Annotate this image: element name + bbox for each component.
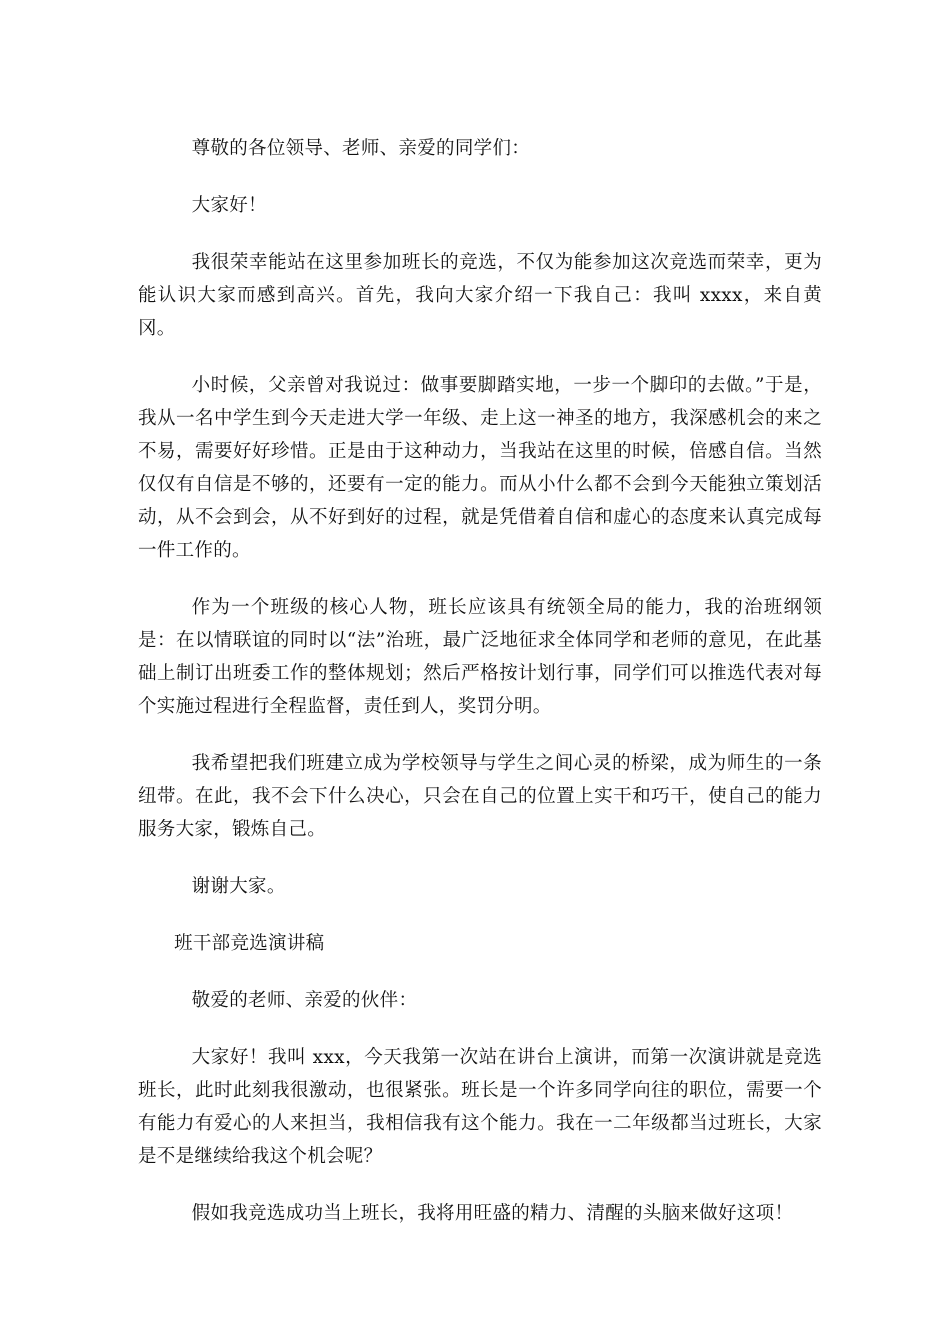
introduction-paragraph: 我很荣幸能站在这里参加班长的竞选，不仅为能参加这次竞选而荣幸，更为能认识大家而感到高兴。首先，我向大家介绍一下我自己：我叫 xxxx，来自黄冈。	[138, 252, 822, 339]
platform-paragraph: 作为一个班级的核心人物，班长应该具有统领全局的能力，我的治班纲领是：在以情联谊的同时以“法”治班，最广泛地征求全体同学和老师的意见，在此基础上制订出班委工作的整体规划；然后严格按计划行事，同学们可以推选代表对每个实施过程进行全程监督，责任到人，奖罚分明。	[138, 597, 822, 717]
section-title: 班干部竞选演讲稿	[174, 933, 325, 954]
second-salutation-paragraph: 敬爱的老师、亲爱的伙伴：	[191, 990, 418, 1011]
childhood-paragraph: 小时候，父亲曾对我说过：做事要脚踏实地，一步一个脚印的去做。”于是，我从一名中学生到今天走进大学一年级、走上这一神圣的地方，我深感机会的来之不易，需要好好珍惜。正是由于这种动力，当我站在这里的时候，倍感自信。当然仅仅有自信是不够的，还要有一定的能力。而从小什么都不会到今天能独立策划活动，从不会到会，从不好到好的过程，就是凭借着自信和虚心的态度来认真完成每一件工作的。	[138, 375, 822, 561]
second-introduction-paragraph: 大家好！我叫 xxx，今天我第一次站在讲台上演讲，而第一次演讲就是竞选班长，此时此刻我很激动，也很紧张。班长是一个许多同学向往的职位，需要一个有能力有爱心的人来担当，我相信我有这个能力。我在一二年级都当过班长，大家是不是继续给我这个机会呢？	[138, 1047, 822, 1167]
hope-paragraph: 我希望把我们班建立成为学校领导与学生之间心灵的桥梁，成为师生的一条纽带。在此，我不会下什么决心，只会在自己的位置上实干和巧干，使自己的能力服务大家，锻炼自己。	[138, 753, 822, 840]
closing-paragraph: 假如我竞选成功当上班长，我将用旺盛的精力、清醒的头脑来做好这项！	[191, 1203, 794, 1224]
salutation-paragraph: 尊敬的各位领导、老师、亲爱的同学们：	[191, 138, 531, 159]
thanks-paragraph: 谢谢大家。	[191, 876, 286, 897]
document-body	[138, 132, 822, 1230]
greeting-paragraph: 大家好！	[191, 195, 267, 216]
